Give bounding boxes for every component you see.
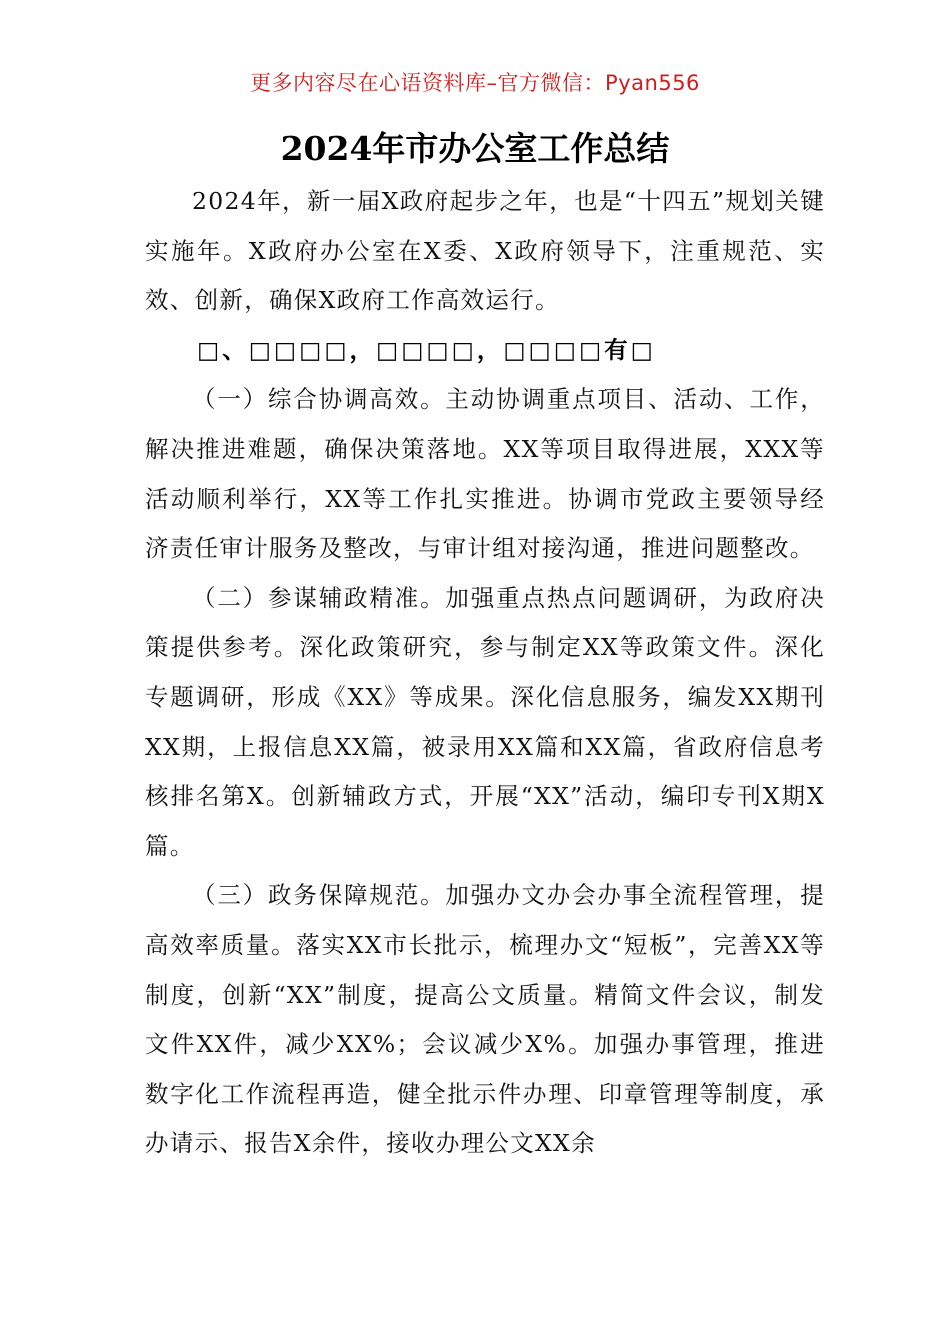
paragraph-advisory: （二）参谋辅政精准。加强重点热点问题调研，为政府决策提供参考。深化政策研究，参与制定XX等政策文件。深化专题调研，形成《XX》等成果。深化信息服务，编发XX期刊XX期，上报信息XX篇，被录用XX篇和XX篇，省政府信息考核排名第X。创新辅政方式，开展“XX”活动，编印专刊X期X篇。 xyxy=(145,583,825,860)
intro-paragraph: 2024年，新一届X政府起步之年，也是“十四五”规划关键实施年。X政府办公室在X委、X政府领导下，注重规范、实效、创新，确保X政府工作高效运行。 xyxy=(145,187,825,315)
document-body xyxy=(145,177,825,1169)
watermark-banner: 更多内容尽在心语资料库–官方微信：Pyan556 xyxy=(250,71,700,95)
paragraph-support: （三）政务保障规范。加强办文办会办事全流程管理，提高效率质量。落实XX市长批示，梳理办文“短板”，完善XX等制度，创新“XX”制度，提高公文质量。精简文件会议，制发文件XX件，减少XX%；会议减少X%。加强办事管理，推进数字化工作流程再造，健全批示件办理、印章管理等制度，承办请示、报告X余件，接收办理公文XX余 xyxy=(145,881,825,1158)
paragraph-coordination: （一）综合协调高效。主动协调重点项目、活动、工作，解决推进难题，确保决策落地。XX等项目取得进展，XXX等活动顺利举行，XX等工作扎实推进。协调市党政主要领导经济责任审计服务及整改，与审计组对接沟通，推进问题整改。 xyxy=(145,385,825,563)
document-title: 2024年市办公室工作总结 xyxy=(280,129,670,168)
section-heading: □、□□□□，□□□□，□□□□有□ xyxy=(197,335,656,364)
